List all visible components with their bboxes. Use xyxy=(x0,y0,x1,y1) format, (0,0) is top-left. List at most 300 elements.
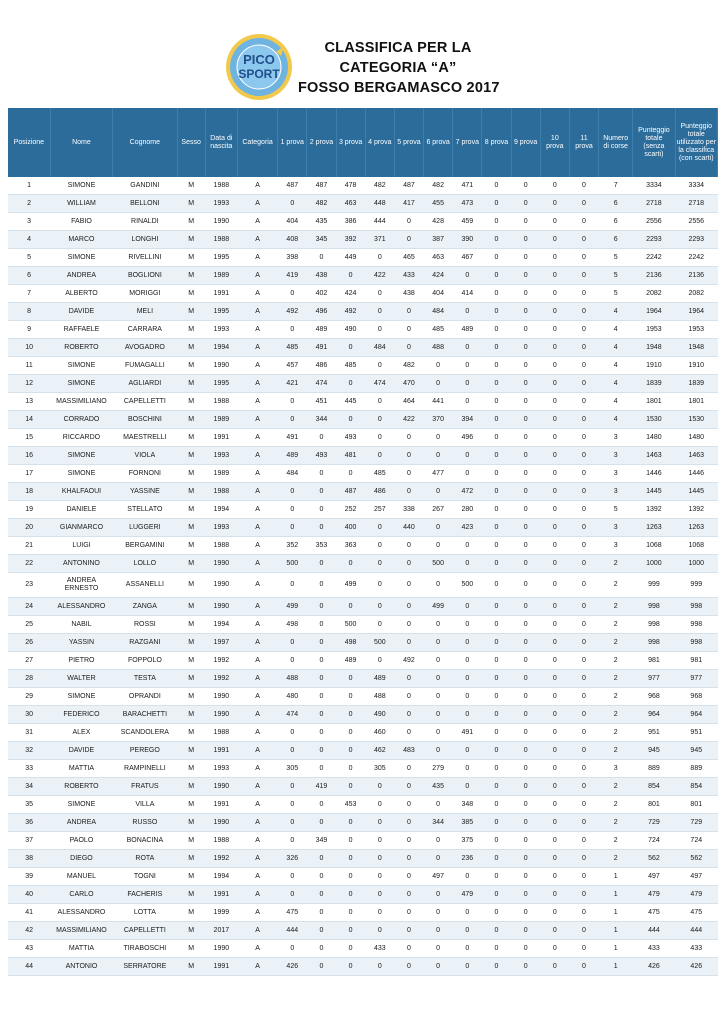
table-cell: 0 xyxy=(511,429,540,447)
table-cell: 444 xyxy=(278,922,307,940)
table-cell: VIOLA xyxy=(113,447,177,465)
table-cell: 0 xyxy=(511,573,540,598)
table-cell: 1948 xyxy=(675,339,717,357)
table-cell: 0 xyxy=(336,688,365,706)
table-cell: 0 xyxy=(511,393,540,411)
table-cell: 0 xyxy=(307,670,336,688)
table-cell: M xyxy=(177,688,205,706)
table-cell: 0 xyxy=(482,670,511,688)
table-cell: 497 xyxy=(633,868,675,886)
table-cell: 0 xyxy=(307,652,336,670)
table-cell: SIMONE xyxy=(50,249,112,267)
table-cell: 0 xyxy=(424,670,453,688)
table-cell: 0 xyxy=(365,249,394,267)
table-cell: 0 xyxy=(336,724,365,742)
table-cell: 0 xyxy=(453,555,482,573)
table-cell: 0 xyxy=(453,922,482,940)
table-cell: 28 xyxy=(8,670,50,688)
table-cell: 460 xyxy=(365,724,394,742)
table-row xyxy=(8,519,718,537)
table-cell: 0 xyxy=(540,706,569,724)
table-cell: 481 xyxy=(336,447,365,465)
table-cell: ZANGA xyxy=(113,598,177,616)
table-cell: 0 xyxy=(511,958,540,976)
table-cell: 0 xyxy=(278,411,307,429)
table-cell: 1480 xyxy=(675,429,717,447)
table-row xyxy=(8,760,718,778)
table-cell: 0 xyxy=(540,850,569,868)
table-cell: 1991 xyxy=(205,742,237,760)
table-cell: 0 xyxy=(569,195,598,213)
table-cell: M xyxy=(177,886,205,904)
table-cell: 0 xyxy=(336,670,365,688)
table-cell: M xyxy=(177,922,205,940)
table-cell: A xyxy=(237,573,277,598)
column-header: Data di nascita xyxy=(205,108,237,177)
table-cell: 0 xyxy=(278,940,307,958)
table-cell: 0 xyxy=(365,832,394,850)
table-cell: 4 xyxy=(599,303,633,321)
table-cell: 4 xyxy=(8,231,50,249)
table-cell: 0 xyxy=(394,447,423,465)
table-cell: 801 xyxy=(675,796,717,814)
table-cell: 1988 xyxy=(205,231,237,249)
table-cell: 488 xyxy=(365,688,394,706)
table-cell: 999 xyxy=(675,573,717,598)
column-header: Punteggio totale utilizzato per la classifica (con scarti) xyxy=(675,108,717,177)
table-cell: 0 xyxy=(482,634,511,652)
table-cell: 27 xyxy=(8,652,50,670)
table-cell: 12 xyxy=(8,375,50,393)
table-cell: 375 xyxy=(453,832,482,850)
table-cell: 0 xyxy=(540,195,569,213)
table-cell: 951 xyxy=(675,724,717,742)
table-cell: 0 xyxy=(365,321,394,339)
table-cell: AGLIARDI xyxy=(113,375,177,393)
table-cell: 482 xyxy=(307,195,336,213)
table-cell: 1463 xyxy=(675,447,717,465)
table-cell: 0 xyxy=(569,393,598,411)
table-cell: 0 xyxy=(569,339,598,357)
table-cell: 0 xyxy=(307,742,336,760)
table-cell: M xyxy=(177,393,205,411)
table-cell: M xyxy=(177,598,205,616)
table-cell: 0 xyxy=(540,760,569,778)
column-header: Sesso xyxy=(177,108,205,177)
table-cell: M xyxy=(177,724,205,742)
table-cell: 487 xyxy=(336,483,365,501)
table-cell: 0 xyxy=(540,652,569,670)
table-cell: 484 xyxy=(365,339,394,357)
table-cell: 0 xyxy=(540,634,569,652)
table-cell: 0 xyxy=(540,249,569,267)
table-cell: 453 xyxy=(336,796,365,814)
table-cell: 6 xyxy=(599,195,633,213)
table-cell: 0 xyxy=(482,267,511,285)
table-row xyxy=(8,177,718,195)
table-cell: A xyxy=(237,537,277,555)
table-cell: 0 xyxy=(336,555,365,573)
table-cell: 492 xyxy=(394,652,423,670)
table-cell: 0 xyxy=(540,670,569,688)
table-cell: 484 xyxy=(278,465,307,483)
table-cell: 491 xyxy=(453,724,482,742)
table-cell: 0 xyxy=(569,483,598,501)
table-cell: 0 xyxy=(540,465,569,483)
table-cell: 424 xyxy=(336,285,365,303)
table-cell: 0 xyxy=(394,213,423,231)
table-cell: 9 xyxy=(8,321,50,339)
table-cell: 0 xyxy=(307,616,336,634)
table-cell: WILLIAM xyxy=(50,195,112,213)
table-cell: 0 xyxy=(453,339,482,357)
table-cell: 0 xyxy=(511,886,540,904)
table-cell: A xyxy=(237,832,277,850)
column-header: 4 prova xyxy=(365,108,394,177)
table-cell: 4 xyxy=(599,411,633,429)
table-cell: 0 xyxy=(482,483,511,501)
table-cell: 0 xyxy=(482,321,511,339)
table-cell: 498 xyxy=(278,616,307,634)
table-cell: 0 xyxy=(540,958,569,976)
table-cell: 22 xyxy=(8,555,50,573)
table-cell: 479 xyxy=(453,886,482,904)
table-cell: 2 xyxy=(599,573,633,598)
table-cell: 0 xyxy=(424,940,453,958)
table-cell: 489 xyxy=(365,670,394,688)
table-cell: 0 xyxy=(424,958,453,976)
table-cell: 0 xyxy=(336,940,365,958)
table-cell: 0 xyxy=(424,688,453,706)
table-cell: A xyxy=(237,447,277,465)
table-cell: 1392 xyxy=(675,501,717,519)
table-cell: 0 xyxy=(482,285,511,303)
table-cell: A xyxy=(237,958,277,976)
table-cell: 1263 xyxy=(675,519,717,537)
table-cell: 417 xyxy=(394,195,423,213)
table-cell: 499 xyxy=(278,598,307,616)
table-cell: 2 xyxy=(599,796,633,814)
table-cell: 801 xyxy=(633,796,675,814)
table-cell: 2293 xyxy=(633,231,675,249)
table-cell: 0 xyxy=(394,598,423,616)
table-cell: 1948 xyxy=(633,339,675,357)
table-cell: 8 xyxy=(8,303,50,321)
table-cell: M xyxy=(177,483,205,501)
table-cell: A xyxy=(237,922,277,940)
table-cell: A xyxy=(237,249,277,267)
table-cell: 998 xyxy=(633,634,675,652)
table-cell: 0 xyxy=(540,814,569,832)
table-cell: 0 xyxy=(307,573,336,598)
table-cell: 24 xyxy=(8,598,50,616)
table-cell: 0 xyxy=(569,904,598,922)
ranking-table xyxy=(8,108,718,976)
table-cell: LUGGERI xyxy=(113,519,177,537)
table-row xyxy=(8,393,718,411)
table-cell: 0 xyxy=(307,688,336,706)
table-cell: 6 xyxy=(8,267,50,285)
table-cell: 0 xyxy=(336,868,365,886)
table-cell: 16 xyxy=(8,447,50,465)
table-cell: 0 xyxy=(394,483,423,501)
table-cell: 4 xyxy=(599,321,633,339)
table-cell: 0 xyxy=(365,303,394,321)
column-header: Cognome xyxy=(113,108,177,177)
table-cell: 0 xyxy=(307,760,336,778)
table-cell: 493 xyxy=(307,447,336,465)
table-cell: 0 xyxy=(336,742,365,760)
table-cell: 0 xyxy=(336,922,365,940)
table-cell: 0 xyxy=(365,537,394,555)
table-cell: 0 xyxy=(511,195,540,213)
table-cell: 2 xyxy=(599,670,633,688)
table-cell: A xyxy=(237,177,277,195)
table-cell: WALTER xyxy=(50,670,112,688)
table-cell: 0 xyxy=(540,796,569,814)
table-cell: 0 xyxy=(307,886,336,904)
table-cell: 0 xyxy=(540,688,569,706)
table-cell: M xyxy=(177,573,205,598)
table-cell: BONACINA xyxy=(113,832,177,850)
table-cell: 729 xyxy=(633,814,675,832)
table-cell: 0 xyxy=(336,465,365,483)
table-cell: 0 xyxy=(511,303,540,321)
table-cell: 0 xyxy=(482,814,511,832)
table-cell: 15 xyxy=(8,429,50,447)
table-cell: 0 xyxy=(453,537,482,555)
table-cell: 2 xyxy=(599,706,633,724)
table-cell: 0 xyxy=(307,868,336,886)
table-cell: A xyxy=(237,706,277,724)
table-cell: 0 xyxy=(540,724,569,742)
table-cell: CAPELLETTI xyxy=(113,922,177,940)
table-cell: 0 xyxy=(569,573,598,598)
table-cell: 1992 xyxy=(205,850,237,868)
table-cell: 0 xyxy=(394,573,423,598)
column-header: Nome xyxy=(50,108,112,177)
table-cell: 945 xyxy=(633,742,675,760)
table-cell: A xyxy=(237,555,277,573)
table-cell: 0 xyxy=(511,249,540,267)
table-cell: 0 xyxy=(394,886,423,904)
table-row xyxy=(8,231,718,249)
table-cell: 0 xyxy=(394,616,423,634)
table-cell: MASSIMILIANO xyxy=(50,922,112,940)
table-cell: 474 xyxy=(278,706,307,724)
table-cell: 998 xyxy=(675,598,717,616)
table-cell: 0 xyxy=(482,742,511,760)
table-cell: 0 xyxy=(394,321,423,339)
table-cell: 0 xyxy=(278,724,307,742)
table-cell: 0 xyxy=(540,447,569,465)
table-cell: 0 xyxy=(482,760,511,778)
table-cell: 488 xyxy=(424,339,453,357)
table-cell: 0 xyxy=(511,519,540,537)
table-cell: 0 xyxy=(365,904,394,922)
table-row xyxy=(8,339,718,357)
table-cell: A xyxy=(237,742,277,760)
table-cell: 0 xyxy=(569,249,598,267)
table-cell: 17 xyxy=(8,465,50,483)
table-cell: 1801 xyxy=(633,393,675,411)
table-cell: 0 xyxy=(336,598,365,616)
table-cell: NABIL xyxy=(50,616,112,634)
table-cell: 724 xyxy=(675,832,717,850)
table-cell: FRATUS xyxy=(113,778,177,796)
table-cell: MORIGGI xyxy=(113,285,177,303)
table-cell: 0 xyxy=(511,537,540,555)
table-cell: 0 xyxy=(307,904,336,922)
table-cell: 0 xyxy=(394,465,423,483)
table-cell: MARCO xyxy=(50,231,112,249)
table-cell: 422 xyxy=(365,267,394,285)
table-cell: 0 xyxy=(307,249,336,267)
table-cell: 998 xyxy=(675,634,717,652)
column-header: 1 prova xyxy=(278,108,307,177)
table-cell: 0 xyxy=(482,537,511,555)
table-cell: 0 xyxy=(365,958,394,976)
table-cell: 2136 xyxy=(675,267,717,285)
table-row xyxy=(8,195,718,213)
table-cell: SIMONE xyxy=(50,465,112,483)
table-cell: 0 xyxy=(453,393,482,411)
table-cell: 1 xyxy=(599,904,633,922)
table-cell: 386 xyxy=(336,213,365,231)
table-cell: 0 xyxy=(307,465,336,483)
table-cell: 0 xyxy=(511,177,540,195)
table-cell: FORNONI xyxy=(113,465,177,483)
table-cell: 326 xyxy=(278,850,307,868)
table-cell: 1263 xyxy=(633,519,675,537)
table-cell: 1990 xyxy=(205,598,237,616)
table-cell: 1994 xyxy=(205,339,237,357)
table-cell: 2718 xyxy=(675,195,717,213)
table-cell: 0 xyxy=(482,357,511,375)
table-cell: 485 xyxy=(424,321,453,339)
table-cell: RINALDI xyxy=(113,213,177,231)
table-cell: 0 xyxy=(540,519,569,537)
table-cell: LOLLO xyxy=(113,555,177,573)
table-cell: 0 xyxy=(569,267,598,285)
table-cell: 32 xyxy=(8,742,50,760)
table-cell: 0 xyxy=(569,742,598,760)
table-cell: 0 xyxy=(540,411,569,429)
table-cell: 2 xyxy=(599,555,633,573)
table-cell: 0 xyxy=(482,616,511,634)
table-cell: 13 xyxy=(8,393,50,411)
table-cell: 2 xyxy=(599,688,633,706)
table-cell: 344 xyxy=(424,814,453,832)
table-cell: 1801 xyxy=(675,393,717,411)
table-cell: 0 xyxy=(540,483,569,501)
table-cell: 0 xyxy=(540,868,569,886)
table-cell: 348 xyxy=(453,796,482,814)
table-cell: MATTIA xyxy=(50,760,112,778)
table-cell: 889 xyxy=(675,760,717,778)
table-cell: 408 xyxy=(278,231,307,249)
table-cell: KHALFAOUI xyxy=(50,483,112,501)
table-cell: 0 xyxy=(569,555,598,573)
table-cell: 3 xyxy=(599,519,633,537)
table-cell: M xyxy=(177,177,205,195)
table-cell: 0 xyxy=(365,814,394,832)
table-cell: 477 xyxy=(424,465,453,483)
table-cell: 0 xyxy=(394,796,423,814)
table-cell: ROTA xyxy=(113,850,177,868)
table-cell: 0 xyxy=(278,868,307,886)
page-header xyxy=(0,0,724,108)
table-cell: 3 xyxy=(8,213,50,231)
table-cell: BOSCHINI xyxy=(113,411,177,429)
table-cell: M xyxy=(177,652,205,670)
table-cell: A xyxy=(237,267,277,285)
table-cell: 1068 xyxy=(675,537,717,555)
table-cell: 18 xyxy=(8,483,50,501)
table-cell: 0 xyxy=(540,429,569,447)
table-cell: M xyxy=(177,465,205,483)
table-cell: 0 xyxy=(511,267,540,285)
table-cell: 433 xyxy=(633,940,675,958)
table-cell: 0 xyxy=(365,429,394,447)
table-cell: SIMONE xyxy=(50,375,112,393)
table-cell: 0 xyxy=(394,670,423,688)
table-cell: 0 xyxy=(394,850,423,868)
table-cell: A xyxy=(237,688,277,706)
table-cell: BOGLIONI xyxy=(113,267,177,285)
table-cell: 445 xyxy=(336,393,365,411)
table-cell: 0 xyxy=(278,832,307,850)
table-cell: 0 xyxy=(569,634,598,652)
table-cell: 5 xyxy=(599,285,633,303)
logo-bottom-text: SPORT xyxy=(238,67,280,81)
table-cell: 0 xyxy=(365,778,394,796)
table-cell: A xyxy=(237,886,277,904)
table-cell: 0 xyxy=(482,724,511,742)
table-cell: 981 xyxy=(675,652,717,670)
table-cell: 474 xyxy=(365,375,394,393)
table-cell: 472 xyxy=(453,483,482,501)
table-cell: 0 xyxy=(569,886,598,904)
table-cell: 478 xyxy=(336,177,365,195)
table-cell: A xyxy=(237,616,277,634)
table-cell: 0 xyxy=(569,616,598,634)
table-cell: CARLO xyxy=(50,886,112,904)
table-cell: 1446 xyxy=(675,465,717,483)
table-cell: 0 xyxy=(365,652,394,670)
table-cell: 0 xyxy=(424,922,453,940)
table-cell: 0 xyxy=(540,501,569,519)
table-cell: SIMONE xyxy=(50,357,112,375)
column-header: Numero di corse xyxy=(599,108,633,177)
table-cell: M xyxy=(177,742,205,760)
table-cell: 0 xyxy=(569,922,598,940)
table-cell: 500 xyxy=(453,573,482,598)
table-cell: 0 xyxy=(453,706,482,724)
table-cell: SERRATORE xyxy=(113,958,177,976)
table-cell: 0 xyxy=(307,634,336,652)
column-header: 3 prova xyxy=(336,108,365,177)
table-cell: 0 xyxy=(511,231,540,249)
table-cell: 0 xyxy=(482,195,511,213)
table-cell: 0 xyxy=(540,357,569,375)
table-cell: 257 xyxy=(365,501,394,519)
table-cell: 345 xyxy=(307,231,336,249)
table-cell: A xyxy=(237,778,277,796)
table-cell: 0 xyxy=(394,688,423,706)
table-cell: ROSSI xyxy=(113,616,177,634)
table-cell: M xyxy=(177,868,205,886)
